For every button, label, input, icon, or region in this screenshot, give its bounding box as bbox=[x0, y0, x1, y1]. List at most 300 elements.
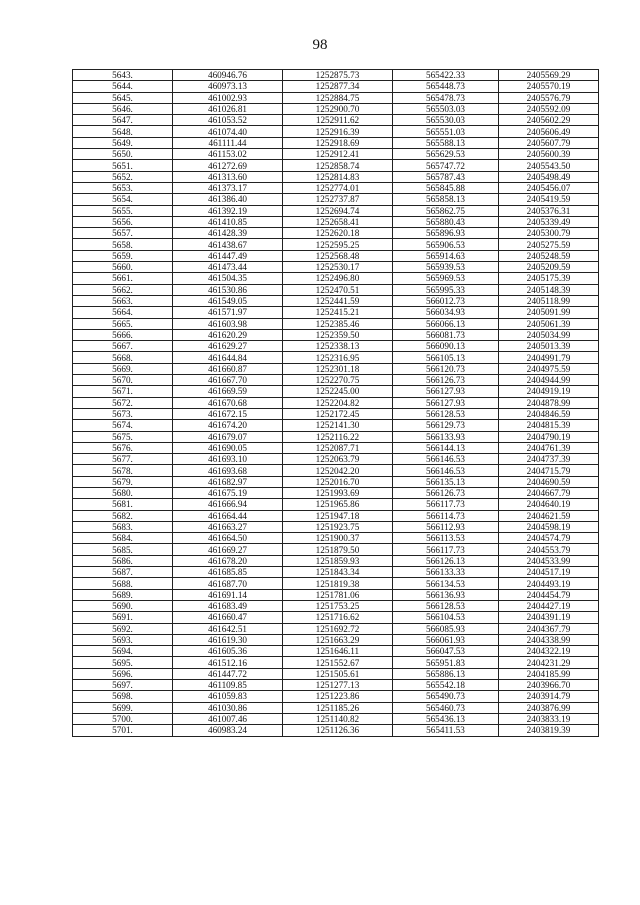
x-coord-1-cell: 461272.69 bbox=[173, 160, 283, 171]
x-coord-1-cell: 461530.86 bbox=[173, 284, 283, 295]
y-coord-1-cell: 1252204.82 bbox=[283, 397, 393, 408]
x-coord-1-cell: 461669.59 bbox=[173, 386, 283, 397]
x-coord-2-cell: 566133.93 bbox=[393, 431, 499, 442]
table-row bbox=[73, 657, 599, 668]
point-number-cell: 5666. bbox=[73, 329, 173, 340]
table-row bbox=[73, 273, 599, 284]
x-coord-2-cell: 566112.93 bbox=[393, 521, 499, 532]
table-row bbox=[73, 521, 599, 532]
y-coord-1-cell: 1252694.74 bbox=[283, 205, 393, 216]
point-number-cell: 5644. bbox=[73, 81, 173, 92]
y-coord-1-cell: 1252877.34 bbox=[283, 81, 393, 92]
x-coord-2-cell: 566126.73 bbox=[393, 487, 499, 498]
table-row bbox=[73, 363, 599, 374]
y-coord-2-cell: 2405607.79 bbox=[499, 137, 599, 148]
table-row bbox=[73, 375, 599, 386]
x-coord-2-cell: 565787.43 bbox=[393, 171, 499, 182]
y-coord-1-cell: 1252875.73 bbox=[283, 70, 393, 81]
y-coord-2-cell: 2405300.79 bbox=[499, 228, 599, 239]
x-coord-1-cell: 461109.85 bbox=[173, 680, 283, 691]
x-coord-1-cell: 461667.70 bbox=[173, 375, 283, 386]
point-number-cell: 5654. bbox=[73, 194, 173, 205]
y-coord-2-cell: 2404667.79 bbox=[499, 487, 599, 498]
y-coord-1-cell: 1252016.70 bbox=[283, 476, 393, 487]
x-coord-2-cell: 566104.53 bbox=[393, 612, 499, 623]
x-coord-1-cell: 461691.14 bbox=[173, 589, 283, 600]
table-row bbox=[73, 510, 599, 521]
y-coord-1-cell: 1251663.29 bbox=[283, 634, 393, 645]
point-number-cell: 5685. bbox=[73, 544, 173, 555]
x-coord-1-cell: 461447.72 bbox=[173, 668, 283, 679]
x-coord-1-cell: 460983.24 bbox=[173, 725, 283, 736]
table-row bbox=[73, 702, 599, 713]
y-coord-2-cell: 2404944.99 bbox=[499, 375, 599, 386]
x-coord-2-cell: 565490.73 bbox=[393, 691, 499, 702]
table-row bbox=[73, 216, 599, 227]
x-coord-1-cell: 461644.84 bbox=[173, 352, 283, 363]
x-coord-2-cell: 566133.33 bbox=[393, 567, 499, 578]
point-number-cell: 5682. bbox=[73, 510, 173, 521]
y-coord-2-cell: 2404846.59 bbox=[499, 408, 599, 419]
y-coord-2-cell: 2405148.39 bbox=[499, 284, 599, 295]
x-coord-2-cell: 565951.83 bbox=[393, 657, 499, 668]
point-number-cell: 5652. bbox=[73, 171, 173, 182]
table-row bbox=[73, 680, 599, 691]
y-coord-1-cell: 1252172.45 bbox=[283, 408, 393, 419]
table-row bbox=[73, 567, 599, 578]
y-coord-2-cell: 2404454.79 bbox=[499, 589, 599, 600]
y-coord-2-cell: 2405061.39 bbox=[499, 318, 599, 329]
table-row bbox=[73, 149, 599, 160]
x-coord-1-cell: 461679.07 bbox=[173, 431, 283, 442]
point-number-cell: 5649. bbox=[73, 137, 173, 148]
x-coord-2-cell: 566117.73 bbox=[393, 499, 499, 510]
x-coord-2-cell: 565862.75 bbox=[393, 205, 499, 216]
x-coord-1-cell: 461026.81 bbox=[173, 103, 283, 114]
x-coord-1-cell: 461392.19 bbox=[173, 205, 283, 216]
y-coord-2-cell: 2404919.19 bbox=[499, 386, 599, 397]
table-row bbox=[73, 725, 599, 736]
x-coord-2-cell: 566144.13 bbox=[393, 442, 499, 453]
x-coord-1-cell: 461512.16 bbox=[173, 657, 283, 668]
x-coord-2-cell: 566105.13 bbox=[393, 352, 499, 363]
point-number-cell: 5690. bbox=[73, 600, 173, 611]
point-number-cell: 5664. bbox=[73, 307, 173, 318]
x-coord-1-cell: 461605.36 bbox=[173, 646, 283, 657]
y-coord-1-cell: 1252338.13 bbox=[283, 341, 393, 352]
y-coord-2-cell: 2404391.19 bbox=[499, 612, 599, 623]
y-coord-2-cell: 2404493.19 bbox=[499, 578, 599, 589]
y-coord-2-cell: 2404533.99 bbox=[499, 555, 599, 566]
y-coord-1-cell: 1252116.22 bbox=[283, 431, 393, 442]
y-coord-1-cell: 1252858.74 bbox=[283, 160, 393, 171]
point-number-cell: 5700. bbox=[73, 713, 173, 724]
x-coord-1-cell: 461007.46 bbox=[173, 713, 283, 724]
table-row bbox=[73, 623, 599, 634]
y-coord-2-cell: 2404338.99 bbox=[499, 634, 599, 645]
x-coord-1-cell: 461053.52 bbox=[173, 115, 283, 126]
y-coord-2-cell: 2405091.99 bbox=[499, 307, 599, 318]
table-row bbox=[73, 182, 599, 193]
table-row bbox=[73, 691, 599, 702]
table-row bbox=[73, 284, 599, 295]
point-number-cell: 5676. bbox=[73, 442, 173, 453]
point-number-cell: 5659. bbox=[73, 250, 173, 261]
y-coord-2-cell: 2404621.59 bbox=[499, 510, 599, 521]
point-number-cell: 5668. bbox=[73, 352, 173, 363]
point-number-cell: 5662. bbox=[73, 284, 173, 295]
point-number-cell: 5696. bbox=[73, 668, 173, 679]
y-coord-1-cell: 1251993.69 bbox=[283, 487, 393, 498]
y-coord-2-cell: 2405600.39 bbox=[499, 149, 599, 160]
x-coord-1-cell: 461669.27 bbox=[173, 544, 283, 555]
table-row bbox=[73, 646, 599, 657]
y-coord-1-cell: 1252441.59 bbox=[283, 295, 393, 306]
table-row bbox=[73, 352, 599, 363]
y-coord-2-cell: 2405376.31 bbox=[499, 205, 599, 216]
table-row bbox=[73, 228, 599, 239]
table-row bbox=[73, 262, 599, 273]
x-coord-1-cell: 461373.17 bbox=[173, 182, 283, 193]
x-coord-1-cell: 461428.39 bbox=[173, 228, 283, 239]
x-coord-1-cell: 461678.20 bbox=[173, 555, 283, 566]
x-coord-1-cell: 461153.02 bbox=[173, 149, 283, 160]
table-row bbox=[73, 431, 599, 442]
point-number-cell: 5686. bbox=[73, 555, 173, 566]
y-coord-2-cell: 2403819.39 bbox=[499, 725, 599, 736]
x-coord-1-cell: 461683.49 bbox=[173, 600, 283, 611]
x-coord-1-cell: 460973.13 bbox=[173, 81, 283, 92]
y-coord-2-cell: 2403876.99 bbox=[499, 702, 599, 713]
table-row bbox=[73, 600, 599, 611]
y-coord-1-cell: 1252737.87 bbox=[283, 194, 393, 205]
table-row bbox=[73, 465, 599, 476]
y-coord-2-cell: 2403966.70 bbox=[499, 680, 599, 691]
coordinates-table-body bbox=[73, 70, 599, 737]
y-coord-2-cell: 2405543.50 bbox=[499, 160, 599, 171]
y-coord-1-cell: 1252884.75 bbox=[283, 92, 393, 103]
point-number-cell: 5687. bbox=[73, 567, 173, 578]
y-coord-1-cell: 1251277.13 bbox=[283, 680, 393, 691]
point-number-cell: 5688. bbox=[73, 578, 173, 589]
x-coord-2-cell: 566146.53 bbox=[393, 454, 499, 465]
x-coord-2-cell: 565542.18 bbox=[393, 680, 499, 691]
point-number-cell: 5670. bbox=[73, 375, 173, 386]
table-row bbox=[73, 454, 599, 465]
x-coord-1-cell: 461682.97 bbox=[173, 476, 283, 487]
y-coord-2-cell: 2405275.59 bbox=[499, 239, 599, 250]
point-number-cell: 5674. bbox=[73, 420, 173, 431]
x-coord-1-cell: 461620.29 bbox=[173, 329, 283, 340]
x-coord-2-cell: 566085.93 bbox=[393, 623, 499, 634]
y-coord-1-cell: 1252916.39 bbox=[283, 126, 393, 137]
x-coord-2-cell: 565551.03 bbox=[393, 126, 499, 137]
point-number-cell: 5661. bbox=[73, 273, 173, 284]
y-coord-2-cell: 2405592.09 bbox=[499, 103, 599, 114]
table-row bbox=[73, 103, 599, 114]
y-coord-2-cell: 2404878.99 bbox=[499, 397, 599, 408]
y-coord-2-cell: 2404790.19 bbox=[499, 431, 599, 442]
y-coord-2-cell: 2403833.19 bbox=[499, 713, 599, 724]
table-row bbox=[73, 499, 599, 510]
x-coord-2-cell: 566126.73 bbox=[393, 375, 499, 386]
y-coord-2-cell: 2403914.79 bbox=[499, 691, 599, 702]
y-coord-2-cell: 2404640.19 bbox=[499, 499, 599, 510]
x-coord-2-cell: 566066.13 bbox=[393, 318, 499, 329]
point-number-cell: 5699. bbox=[73, 702, 173, 713]
y-coord-2-cell: 2404598.19 bbox=[499, 521, 599, 532]
x-coord-2-cell: 565939.53 bbox=[393, 262, 499, 273]
point-number-cell: 5697. bbox=[73, 680, 173, 691]
table-row bbox=[73, 555, 599, 566]
y-coord-1-cell: 1252087.71 bbox=[283, 442, 393, 453]
x-coord-2-cell: 565914.63 bbox=[393, 250, 499, 261]
x-coord-1-cell: 461660.87 bbox=[173, 363, 283, 374]
x-coord-1-cell: 461002.93 bbox=[173, 92, 283, 103]
x-coord-2-cell: 566129.73 bbox=[393, 420, 499, 431]
x-coord-2-cell: 566127.93 bbox=[393, 386, 499, 397]
x-coord-2-cell: 565747.72 bbox=[393, 160, 499, 171]
y-coord-1-cell: 1252814.83 bbox=[283, 171, 393, 182]
y-coord-2-cell: 2405209.59 bbox=[499, 262, 599, 273]
y-coord-1-cell: 1251965.86 bbox=[283, 499, 393, 510]
x-coord-2-cell: 566034.93 bbox=[393, 307, 499, 318]
x-coord-1-cell: 461504.35 bbox=[173, 273, 283, 284]
table-row bbox=[73, 386, 599, 397]
table-row bbox=[73, 329, 599, 340]
y-coord-1-cell: 1251781.06 bbox=[283, 589, 393, 600]
table-row bbox=[73, 578, 599, 589]
table-row bbox=[73, 295, 599, 306]
x-coord-2-cell: 565880.43 bbox=[393, 216, 499, 227]
y-coord-1-cell: 1251185.26 bbox=[283, 702, 393, 713]
point-number-cell: 5694. bbox=[73, 646, 173, 657]
y-coord-1-cell: 1251126.36 bbox=[283, 725, 393, 736]
point-number-cell: 5643. bbox=[73, 70, 173, 81]
table-row bbox=[73, 476, 599, 487]
y-coord-1-cell: 1251646.11 bbox=[283, 646, 393, 657]
y-coord-2-cell: 2405339.49 bbox=[499, 216, 599, 227]
point-number-cell: 5678. bbox=[73, 465, 173, 476]
x-coord-1-cell: 461473.44 bbox=[173, 262, 283, 273]
x-coord-1-cell: 461672.15 bbox=[173, 408, 283, 419]
x-coord-1-cell: 461629.27 bbox=[173, 341, 283, 352]
x-coord-2-cell: 565906.53 bbox=[393, 239, 499, 250]
x-coord-1-cell: 461447.49 bbox=[173, 250, 283, 261]
x-coord-2-cell: 565969.53 bbox=[393, 273, 499, 284]
point-number-cell: 5646. bbox=[73, 103, 173, 114]
x-coord-1-cell: 460946.76 bbox=[173, 70, 283, 81]
y-coord-1-cell: 1252620.18 bbox=[283, 228, 393, 239]
x-coord-1-cell: 461438.67 bbox=[173, 239, 283, 250]
point-number-cell: 5653. bbox=[73, 182, 173, 193]
x-coord-2-cell: 566134.53 bbox=[393, 578, 499, 589]
point-number-cell: 5665. bbox=[73, 318, 173, 329]
x-coord-2-cell: 566113.53 bbox=[393, 533, 499, 544]
point-number-cell: 5651. bbox=[73, 160, 173, 171]
y-coord-2-cell: 2404322.19 bbox=[499, 646, 599, 657]
point-number-cell: 5679. bbox=[73, 476, 173, 487]
table-row bbox=[73, 442, 599, 453]
y-coord-1-cell: 1252359.50 bbox=[283, 329, 393, 340]
y-coord-1-cell: 1252496.80 bbox=[283, 273, 393, 284]
y-coord-1-cell: 1251505.61 bbox=[283, 668, 393, 679]
x-coord-2-cell: 566128.53 bbox=[393, 600, 499, 611]
y-coord-1-cell: 1252912.41 bbox=[283, 149, 393, 160]
point-number-cell: 5647. bbox=[73, 115, 173, 126]
y-coord-1-cell: 1252415.21 bbox=[283, 307, 393, 318]
y-coord-1-cell: 1251900.37 bbox=[283, 533, 393, 544]
y-coord-1-cell: 1251716.62 bbox=[283, 612, 393, 623]
y-coord-2-cell: 2404991.79 bbox=[499, 352, 599, 363]
y-coord-2-cell: 2404690.59 bbox=[499, 476, 599, 487]
y-coord-1-cell: 1252595.25 bbox=[283, 239, 393, 250]
x-coord-2-cell: 566061.93 bbox=[393, 634, 499, 645]
point-number-cell: 5683. bbox=[73, 521, 173, 532]
y-coord-2-cell: 2404427.19 bbox=[499, 600, 599, 611]
x-coord-2-cell: 565503.03 bbox=[393, 103, 499, 114]
y-coord-1-cell: 1252918.69 bbox=[283, 137, 393, 148]
table-row bbox=[73, 239, 599, 250]
table-row bbox=[73, 126, 599, 137]
point-number-cell: 5669. bbox=[73, 363, 173, 374]
y-coord-1-cell: 1251879.50 bbox=[283, 544, 393, 555]
point-number-cell: 5667. bbox=[73, 341, 173, 352]
y-coord-2-cell: 2405570.19 bbox=[499, 81, 599, 92]
x-coord-1-cell: 461687.70 bbox=[173, 578, 283, 589]
point-number-cell: 5677. bbox=[73, 454, 173, 465]
point-number-cell: 5684. bbox=[73, 533, 173, 544]
y-coord-1-cell: 1251140.82 bbox=[283, 713, 393, 724]
y-coord-1-cell: 1251223.86 bbox=[283, 691, 393, 702]
x-coord-1-cell: 461030.86 bbox=[173, 702, 283, 713]
y-coord-2-cell: 2405602.29 bbox=[499, 115, 599, 126]
y-coord-1-cell: 1252911.62 bbox=[283, 115, 393, 126]
table-row bbox=[73, 70, 599, 81]
table-row bbox=[73, 160, 599, 171]
x-coord-2-cell: 565896.93 bbox=[393, 228, 499, 239]
x-coord-2-cell: 565411.53 bbox=[393, 725, 499, 736]
x-coord-1-cell: 461313.60 bbox=[173, 171, 283, 182]
table-row bbox=[73, 137, 599, 148]
point-number-cell: 5675. bbox=[73, 431, 173, 442]
x-coord-2-cell: 565460.73 bbox=[393, 702, 499, 713]
table-row bbox=[73, 81, 599, 92]
y-coord-2-cell: 2404231.29 bbox=[499, 657, 599, 668]
x-coord-2-cell: 566127.93 bbox=[393, 397, 499, 408]
point-number-cell: 5657. bbox=[73, 228, 173, 239]
y-coord-2-cell: 2404761.39 bbox=[499, 442, 599, 453]
y-coord-1-cell: 1252900.70 bbox=[283, 103, 393, 114]
y-coord-1-cell: 1251552.67 bbox=[283, 657, 393, 668]
table-row bbox=[73, 420, 599, 431]
x-coord-1-cell: 461603.98 bbox=[173, 318, 283, 329]
table-row bbox=[73, 408, 599, 419]
x-coord-1-cell: 461693.68 bbox=[173, 465, 283, 476]
table-row bbox=[73, 92, 599, 103]
x-coord-2-cell: 565436.13 bbox=[393, 713, 499, 724]
x-coord-1-cell: 461059.83 bbox=[173, 691, 283, 702]
point-number-cell: 5655. bbox=[73, 205, 173, 216]
x-coord-2-cell: 565588.13 bbox=[393, 137, 499, 148]
table-row bbox=[73, 634, 599, 645]
point-number-cell: 5671. bbox=[73, 386, 173, 397]
y-coord-2-cell: 2405034.99 bbox=[499, 329, 599, 340]
y-coord-1-cell: 1251753.25 bbox=[283, 600, 393, 611]
point-number-cell: 5701. bbox=[73, 725, 173, 736]
x-coord-1-cell: 461664.44 bbox=[173, 510, 283, 521]
point-number-cell: 5693. bbox=[73, 634, 173, 645]
y-coord-2-cell: 2404517.19 bbox=[499, 567, 599, 578]
y-coord-2-cell: 2405576.79 bbox=[499, 92, 599, 103]
x-coord-2-cell: 566146.53 bbox=[393, 465, 499, 476]
x-coord-2-cell: 565422.33 bbox=[393, 70, 499, 81]
y-coord-1-cell: 1251923.75 bbox=[283, 521, 393, 532]
y-coord-2-cell: 2405456.07 bbox=[499, 182, 599, 193]
x-coord-1-cell: 461410.85 bbox=[173, 216, 283, 227]
y-coord-1-cell: 1251947.18 bbox=[283, 510, 393, 521]
table-row bbox=[73, 713, 599, 724]
y-coord-1-cell: 1252568.48 bbox=[283, 250, 393, 261]
x-coord-1-cell: 461660.47 bbox=[173, 612, 283, 623]
x-coord-1-cell: 461642.51 bbox=[173, 623, 283, 634]
x-coord-2-cell: 565478.73 bbox=[393, 92, 499, 103]
table-row bbox=[73, 341, 599, 352]
y-coord-1-cell: 1251692.72 bbox=[283, 623, 393, 634]
x-coord-2-cell: 565448.73 bbox=[393, 81, 499, 92]
x-coord-2-cell: 565845.88 bbox=[393, 182, 499, 193]
y-coord-1-cell: 1251843.34 bbox=[283, 567, 393, 578]
y-coord-1-cell: 1252470.51 bbox=[283, 284, 393, 295]
y-coord-1-cell: 1251819.38 bbox=[283, 578, 393, 589]
table-row bbox=[73, 318, 599, 329]
y-coord-2-cell: 2405013.39 bbox=[499, 341, 599, 352]
y-coord-2-cell: 2405118.99 bbox=[499, 295, 599, 306]
x-coord-1-cell: 461664.50 bbox=[173, 533, 283, 544]
y-coord-2-cell: 2405248.59 bbox=[499, 250, 599, 261]
x-coord-2-cell: 566114.73 bbox=[393, 510, 499, 521]
y-coord-1-cell: 1252141.30 bbox=[283, 420, 393, 431]
y-coord-2-cell: 2405419.59 bbox=[499, 194, 599, 205]
x-coord-1-cell: 461619.30 bbox=[173, 634, 283, 645]
x-coord-1-cell: 461693.10 bbox=[173, 454, 283, 465]
x-coord-1-cell: 461111.44 bbox=[173, 137, 283, 148]
y-coord-2-cell: 2404975.59 bbox=[499, 363, 599, 374]
point-number-cell: 5695. bbox=[73, 657, 173, 668]
y-coord-1-cell: 1252245.00 bbox=[283, 386, 393, 397]
table-row bbox=[73, 612, 599, 623]
y-coord-1-cell: 1252658.41 bbox=[283, 216, 393, 227]
y-coord-2-cell: 2405569.29 bbox=[499, 70, 599, 81]
y-coord-2-cell: 2404815.39 bbox=[499, 420, 599, 431]
y-coord-2-cell: 2404185.99 bbox=[499, 668, 599, 679]
y-coord-1-cell: 1252774.01 bbox=[283, 182, 393, 193]
table-row bbox=[73, 307, 599, 318]
point-number-cell: 5648. bbox=[73, 126, 173, 137]
x-coord-2-cell: 565886.13 bbox=[393, 668, 499, 679]
point-number-cell: 5663. bbox=[73, 295, 173, 306]
point-number-cell: 5692. bbox=[73, 623, 173, 634]
y-coord-2-cell: 2404715.79 bbox=[499, 465, 599, 476]
table-row bbox=[73, 544, 599, 555]
x-coord-2-cell: 565995.33 bbox=[393, 284, 499, 295]
x-coord-1-cell: 461666.94 bbox=[173, 499, 283, 510]
point-number-cell: 5689. bbox=[73, 589, 173, 600]
x-coord-1-cell: 461571.97 bbox=[173, 307, 283, 318]
y-coord-2-cell: 2405175.39 bbox=[499, 273, 599, 284]
table-row bbox=[73, 487, 599, 498]
x-coord-2-cell: 566090.13 bbox=[393, 341, 499, 352]
